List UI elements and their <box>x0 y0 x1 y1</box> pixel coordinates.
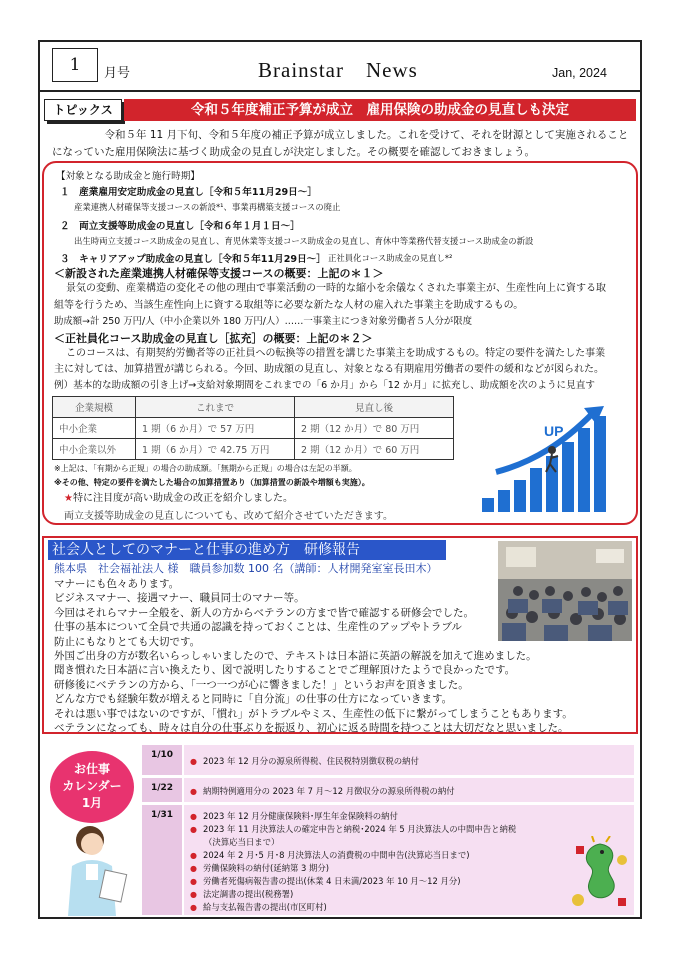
calendar-badge-line: 1月 <box>81 796 103 810</box>
calendar-item-text: 納期特例適用分の 2023 年 7 月～12 月徴収分の源泉所得税の納付 <box>202 786 455 796</box>
table-cell: 1 期（6 か月）で 42.75 万円 <box>136 439 295 460</box>
bullet-icon: ● <box>190 877 197 886</box>
issue-number: 1 <box>52 48 98 82</box>
calendar-badge-line: お仕事 <box>73 762 110 776</box>
growth-bar <box>514 480 526 512</box>
calendar-item <box>190 785 455 797</box>
seminar-line: それは悪い事ではないのですが、「慣れ」がトラブルやミス、生産性の低下に繋がってしまうこともあります。 <box>54 707 573 720</box>
calendar-date: 1/22 <box>142 778 182 802</box>
table-header-cell: これまで <box>136 397 295 418</box>
subsidy-item-1-detail: 産業連携人材確保等支援コースの新設*¹、事業再構築支援コースの廃止 <box>74 202 341 212</box>
calendar-item <box>190 888 293 900</box>
table-row <box>53 418 454 439</box>
subsidy-item-2-detail: 出生時両立支援コース助成金の見直し、育児休業等支援コース助成金の見直し、育休中等業務代替支援コース助成金の新設 <box>74 236 534 246</box>
seminar-line: 研修後にベテランの方から、「一つ一つが心に響きました！」というお声を頂きました。 <box>54 678 469 691</box>
bullet-icon: ● <box>190 851 197 860</box>
table-cell: 中小企業以外 <box>53 439 136 460</box>
calendar-item-text: 労働保険料の納付(延納第 3 期分) <box>202 863 330 873</box>
table-row <box>53 439 454 460</box>
subsidy-item-3-title: ３ キャリアアップ助成金の見直し［令和５年11月29日～］ <box>60 254 326 265</box>
growth-bar <box>546 456 558 512</box>
table-cell: 中小企業 <box>53 418 136 439</box>
calendar-item <box>190 755 419 767</box>
seminar-heading: 社会人としてのマナーと仕事の進め方 研修報告 <box>48 540 446 560</box>
seminar-line: ビジネスマナー、接遇マナー、職員同士のマナー等。 <box>54 592 305 605</box>
calendar-item-text: 2024 年 2 月･5 月･8 月決算法人の消費税の中間申告(決算応当日まで) <box>202 850 470 860</box>
calendar-item-text: 法定調書の提出(税務署) <box>202 889 294 899</box>
seminar-line: ベテランになっても、時々は自分の仕事ぶりを振返り、初心に返る時間を持つことは大切だなと思いました。 <box>54 722 569 735</box>
office-worker-illustration <box>50 822 136 916</box>
growth-bar <box>578 428 590 512</box>
calendar-item <box>190 875 461 887</box>
topics-label: トピックス <box>44 99 122 121</box>
bullet-icon: ● <box>190 864 197 873</box>
calendar-item <box>190 823 516 835</box>
calendar-item <box>190 849 470 861</box>
table-note-2: ※その他、特定の要件を満たした場合の加算措置あり（加算措置の新設や増額も実施）。 <box>54 478 370 487</box>
table-header-row <box>53 397 454 418</box>
topics-headline: 令和５年度補正予算が成立 雇用保険の助成金の見直しも決定 <box>124 99 636 121</box>
subsidy-item-1-title: １ 産業雇用安定助成金の見直し［令和５年11月29日～］ <box>60 187 317 198</box>
seminar-line: 聞き慣れた日本語に言い換えたり、図で説明したりすることでご理解頂けたようで良かったです。 <box>54 664 516 677</box>
dragon-icon <box>568 836 632 916</box>
star-note-text: 特に注目度が高い助成金の改正を紹介しました。 <box>72 493 293 504</box>
issue-month-suffix: 月号 <box>104 66 131 81</box>
calendar-badge <box>50 751 134 823</box>
table-note-1: ※上記は、「有期から正規」の場合の助成額。「無期から正規」の場合は左記の半額。 <box>54 464 357 473</box>
table-cell: 1 期（6 か月）で 57 万円 <box>136 418 295 439</box>
seminar-line: マナーにも色々あります。 <box>54 578 180 590</box>
chart-up-label: UP <box>544 423 564 439</box>
bullet-icon: ● <box>190 812 197 821</box>
table-header-cell: 見直し後 <box>295 397 454 418</box>
calendar-badge-line: カレンダー <box>62 779 122 793</box>
new-course-line-1: 景気の変動、産業構造の変化その他の理由で事業活動の一時的な縮小を余儀なくされた事業主が、生産性向上に資する取 <box>66 283 606 294</box>
seminar-line: 今回はそれらマナー全般を、新人の方からベテランの方まで皆で確認する研修会でした。 <box>54 606 474 619</box>
seminar-photo <box>498 541 632 641</box>
subsidy-item-2-title: ２ 両立支援等助成金の見直し［令和６年１月１日～］ <box>60 221 300 232</box>
calendar-item <box>190 810 398 822</box>
calendar-date: 1/10 <box>142 745 182 775</box>
subsidy-item-3-detail: 正社員化コース助成金の見直し*² <box>328 253 453 263</box>
subsidy-list-title: 【対象となる助成金と施行時期】 <box>56 171 200 182</box>
seminar-subheading: 熊本県 社会福祉法人 様 職員参加数 100 名（講師：人材開発室室長田木） <box>54 562 438 575</box>
bullet-icon: ● <box>190 757 197 766</box>
calendar-date: 1/31 <box>142 805 182 915</box>
issue-date: Jan, 2024 <box>552 66 607 80</box>
grant-table <box>52 396 454 460</box>
bullet-icon: ● <box>190 890 197 899</box>
calendar-item-text: 労働者死傷病報告書の提出(休業 4 日未満/2023 年 10 月～12 月分) <box>202 876 461 886</box>
career-line-2: 主に対しては、加算措置が講じられる。今回、助成額の見直し、対象となる有期雇用労働者の要件の緩和などが図られた。 <box>54 364 604 375</box>
new-course-line-2: 組等を行うため、当該生産性向上に資する取組等に必要な新たな人材の雇入れた事業主を助成するもの。 <box>54 300 524 311</box>
seminar-line: 外国ご出身の方が数名いらっしゃいましたので、テキストは日本語に英語の解説を加えて進めました。 <box>54 650 537 663</box>
newsletter-title: Brainstar News <box>258 58 418 82</box>
growth-chart-icon <box>474 402 626 514</box>
table-cell: 2 期（12 か月）で 60 万円 <box>295 439 454 460</box>
seminar-line: どんな方でも経験年数が増えると同時に「自分流」の仕事の仕方になっていきます。 <box>54 693 453 706</box>
new-course-heading: ＜新設された産業連携人材確保等支援コースの概要：上記の＊１＞ <box>54 267 384 280</box>
career-line-1: このコースは、有期契約労働者等の正社員への転換等の措置を講じた事業主を助成するもの。特定の要件を満たした事業 <box>66 348 606 359</box>
closing-note: 両立支援等助成金の見直しについても、改めて紹介させていただきます。 <box>64 511 393 522</box>
new-course-amount: 助成額→計 250 万円/人（中小企業以外 180 万円/人）……一事業主につき対象労働者５人分が限度 <box>54 316 472 327</box>
bullet-icon: ● <box>190 787 197 796</box>
calendar-item-text: 給与支払報告書の提出(市区町村) <box>202 902 327 912</box>
bullet-icon: ● <box>190 825 197 834</box>
topics-intro: 令和５年 11 月下旬、令和５年度の補正予算が成立しました。これを受けて、それを財源として実施されることになっていた雇用保険法に基づく助成金の見直しが決定しました。その概要を確認しておきましょう。 <box>52 129 629 158</box>
masthead-rule <box>40 90 640 92</box>
growth-bar <box>498 490 510 512</box>
growth-bar <box>530 468 542 512</box>
career-line-3: 例）基本的な助成額の引き上げ→支給対象期間をこれまでの「6 か月」から「12 か月」に拡充し、助成額を次のように見直す <box>54 380 595 391</box>
star-icon: ★ <box>64 493 73 504</box>
calendar-item-text: 2023 年 12 月分の源泉所得税、住民税特別徴収税の納付 <box>202 756 419 766</box>
growth-bar <box>482 498 494 512</box>
growth-bar <box>594 416 606 512</box>
calendar-item <box>190 862 329 874</box>
table-header-cell: 企業規模 <box>53 397 136 418</box>
climber-head <box>548 446 556 454</box>
bullet-icon: ● <box>190 903 197 912</box>
calendar-item-text: 2023 年 11 月決算法人の確定申告と納税･2024 年 5 月決算法人の中間申告と納税 <box>202 824 517 834</box>
table-cell: 2 期（12 か月）で 80 万円 <box>295 418 454 439</box>
seminar-line: 防止にもなりとても大切です。 <box>54 635 201 648</box>
seminar-line: 仕事の基本について全員で共通の認識を持っておくことは、生産性のアップやトラブル <box>54 621 462 634</box>
calendar-item <box>190 901 327 913</box>
growth-bar <box>562 442 574 512</box>
star-note <box>64 490 293 507</box>
calendar-item-text: （決算応当日まで） <box>204 837 280 847</box>
career-heading: ＜正社員化コース助成金の見直し［拡充］の概要：上記の＊２＞ <box>54 332 373 345</box>
calendar-item-text: 2023 年 12 月分健康保険料･厚生年金保険料の納付 <box>202 811 398 821</box>
